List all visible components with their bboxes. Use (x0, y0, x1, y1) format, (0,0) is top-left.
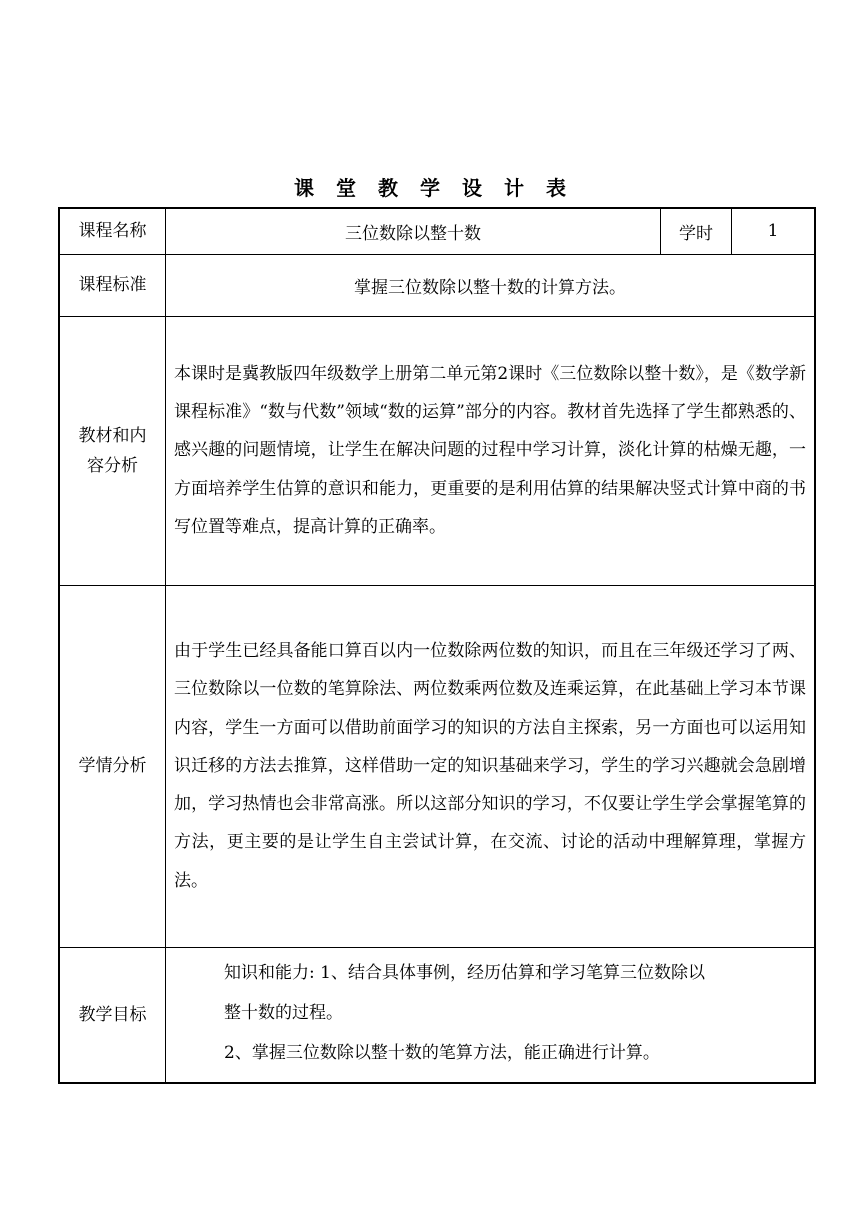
standard-value: 掌握三位数除以整十数的计算方法。 (166, 254, 816, 316)
course-name-row (59, 208, 815, 254)
learner-analysis-row (59, 585, 815, 947)
standard-label: 课程标准 (59, 254, 166, 316)
lesson-plan-table (58, 207, 816, 1084)
content-analysis-label (59, 316, 166, 585)
hours-label: 学时 (661, 208, 732, 254)
content-analysis-row (59, 316, 815, 585)
content-analysis-label-text: 教材和内容分析 (78, 425, 147, 476)
goal-line: 知识和能力: 1、结合具体事例，经历估算和学习笔算三位数除以 (224, 962, 705, 983)
course-name-label: 课程名称 (59, 208, 166, 254)
standard-row (59, 254, 815, 316)
teaching-goals-cell (166, 947, 816, 1083)
content-analysis-text: 本课时是冀教版四年级数学上册第二单元第2课时《三位数除以整十数》，是《数学新课程标准》“数与代数”领域“数的运算”部分的内容。教材首先选择了学生都熟悉的、感兴趣的问题情境，让学生在解决问题的过程中学习计算，淡化计算的枯燥无趣，一方面培养学生估算的意识和能力，更重要的是利用估算的结果解决竖式计算中商的书写位置等难点，提高计算的正确率。 (166, 316, 816, 585)
learner-analysis-label: 学情分析 (59, 585, 166, 947)
teaching-goals-row (59, 947, 815, 1083)
learner-analysis-text: 由于学生已经具备能口算百以内一位数除两位数的知识，而且在三年级还学习了两、三位数除以一位数的笔算除法、两位数乘两位数及连乘运算，在此基础上学习本节课内容，学生一方面可以借助前面学习的知识的方法自主探索，另一方面也可以运用知识迁移的方法去推算，这样借助一定的知识基础来学习，学生的学习兴趣就会急剧增加，学习热情也会非常高涨。所以这部分知识的学习，不仅要让学生学会掌握笔算的方法，更主要的是让学生自主尝试计算，在交流、讨论的活动中理解算理，掌握方法。 (166, 585, 816, 947)
document-title: 课堂教学设计表 (294, 176, 588, 200)
teaching-goals-label: 教学目标 (59, 947, 166, 1083)
hours-value: 1 (732, 208, 816, 254)
course-name-value: 三位数除以整十数 (166, 208, 661, 254)
goal-line: 2、掌握三位数除以整十数的笔算方法，能正确进行计算。 (224, 1042, 660, 1063)
goal-line: 整十数的过程。 (224, 1002, 343, 1023)
